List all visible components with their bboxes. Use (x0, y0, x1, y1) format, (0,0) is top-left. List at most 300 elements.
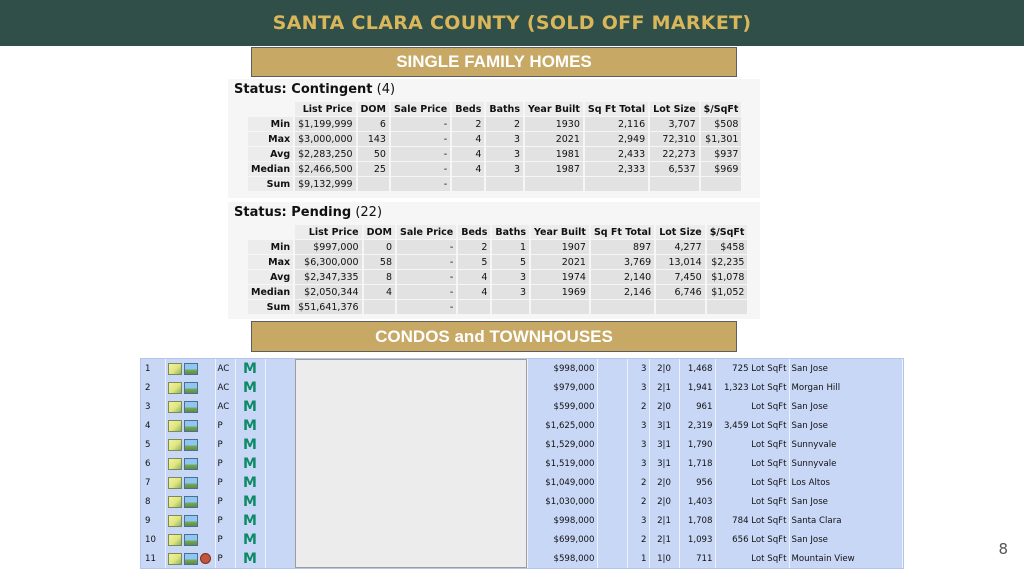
listing-city: San Jose (789, 492, 903, 511)
listing-icons (165, 416, 215, 435)
stats-cell-dom: 143 (358, 132, 389, 146)
contingent-stats-block (228, 79, 760, 198)
stats-cell-ppsf: $1,052 (707, 285, 748, 299)
stats-row (248, 162, 741, 176)
listing-beds: 2 (627, 397, 649, 416)
stats-cell-sqft: 2,433 (585, 147, 648, 161)
mls-link[interactable] (235, 511, 265, 530)
stats-row-label: Max (248, 132, 293, 146)
stats-cell-dom (358, 177, 389, 191)
stats-column-header: Sq Ft Total (591, 225, 654, 239)
listing-icons (165, 454, 215, 473)
stats-header-blank (248, 102, 293, 116)
listing-city: San Jose (789, 530, 903, 549)
stats-row-label: Sum (248, 177, 293, 191)
stats-cell-list-price: $9,132,999 (295, 177, 355, 191)
stats-cell-sqft: 2,116 (585, 117, 648, 131)
listing-icons (165, 435, 215, 454)
stats-row-label: Avg (248, 270, 293, 284)
listing-baths: 2|0 (649, 359, 679, 378)
stats-cell-beds: 4 (452, 132, 484, 146)
stats-cell-dom (364, 300, 395, 314)
listing-status: P (215, 435, 235, 454)
listing-baths: 3|1 (649, 435, 679, 454)
stats-cell-year (531, 300, 589, 314)
stats-cell-sqft (585, 177, 648, 191)
listing-lot-size: Lot SqFt (715, 492, 789, 511)
photo-icon[interactable] (184, 439, 198, 451)
stats-cell-beds (458, 300, 490, 314)
stats-cell-sale-price: - (391, 162, 450, 176)
listing-sqft: 1,093 (679, 530, 715, 549)
stats-cell-sqft (591, 300, 654, 314)
stats-cell-sqft: 897 (591, 240, 654, 254)
stats-cell-beds: 4 (452, 147, 484, 161)
mls-link-icon[interactable]: M (243, 436, 257, 453)
document-icon[interactable] (168, 439, 182, 451)
listing-sqft: 1,468 (679, 359, 715, 378)
stats-cell-year: 2021 (525, 132, 583, 146)
document-icon[interactable] (168, 553, 182, 565)
stats-cell-list-price: $997,000 (295, 240, 361, 254)
listing-icons (165, 397, 215, 416)
listing-number: 9 (141, 511, 165, 530)
stats-column-header: Year Built (525, 102, 583, 116)
stats-cell-dom: 6 (358, 117, 389, 131)
listing-city: Morgan Hill (789, 378, 903, 397)
listing-beds: 2 (627, 473, 649, 492)
stats-cell-list-price: $2,466,500 (295, 162, 355, 176)
stats-row-label: Min (248, 240, 293, 254)
stats-cell-dom: 50 (358, 147, 389, 161)
mls-link-icon[interactable]: M (243, 474, 257, 491)
stats-cell-beds: 4 (458, 285, 490, 299)
stats-cell-baths (486, 177, 523, 191)
stats-cell-baths: 5 (492, 255, 529, 269)
mls-link-icon[interactable]: M (243, 493, 257, 510)
listing-baths: 2|0 (649, 492, 679, 511)
stats-header-row (248, 225, 747, 239)
photo-icon[interactable] (184, 515, 198, 527)
mls-link-icon[interactable]: M (243, 398, 257, 415)
stats-cell-baths: 1 (492, 240, 529, 254)
stats-column-header: List Price (295, 225, 361, 239)
stats-cell-sqft: 2,333 (585, 162, 648, 176)
stats-cell-lot: 6,537 (650, 162, 699, 176)
stats-row (248, 240, 747, 254)
listing-beds: 1 (627, 549, 649, 568)
mls-link-icon[interactable]: M (243, 512, 257, 529)
stats-cell-sale-price: - (397, 285, 456, 299)
stats-cell-ppsf: $508 (701, 117, 742, 131)
listing-city: San Jose (789, 359, 903, 378)
listing-lot-size: 656 Lot SqFt (715, 530, 789, 549)
stats-cell-beds: 4 (458, 270, 490, 284)
listing-status: AC (215, 359, 235, 378)
stats-cell-lot (656, 300, 705, 314)
mls-link[interactable] (235, 492, 265, 511)
listing-number: 3 (141, 397, 165, 416)
mls-link[interactable] (235, 454, 265, 473)
stats-column-header: DOM (358, 102, 389, 116)
photo-icon[interactable] (184, 420, 198, 432)
mls-link[interactable] (235, 397, 265, 416)
stats-cell-dom: 4 (364, 285, 395, 299)
page-title: SANTA CLARA COUNTY (SOLD OFF MARKET) (0, 0, 1024, 46)
stats-column-header: Baths (486, 102, 523, 116)
stats-cell-sqft: 2,140 (591, 270, 654, 284)
stats-cell-list-price: $51,641,376 (295, 300, 361, 314)
document-icon[interactable] (168, 515, 182, 527)
listing-sqft: 1,403 (679, 492, 715, 511)
listing-icons (165, 378, 215, 397)
listing-city: San Jose (789, 416, 903, 435)
listing-lot-size: Lot SqFt (715, 454, 789, 473)
stats-cell-year: 1974 (531, 270, 589, 284)
listing-city: Mountain View (789, 549, 903, 568)
listing-spacer (597, 473, 627, 492)
stats-cell-year (525, 177, 583, 191)
stats-cell-sale-price: - (397, 270, 456, 284)
stats-cell-sqft: 3,769 (591, 255, 654, 269)
listing-spacer (597, 530, 627, 549)
mls-link[interactable] (235, 549, 265, 568)
listing-icons (165, 549, 215, 568)
listing-baths: 2|0 (649, 473, 679, 492)
listing-sqft: 1,941 (679, 378, 715, 397)
listing-status: AC (215, 397, 235, 416)
contingent-heading (228, 79, 760, 101)
listing-beds: 3 (627, 359, 649, 378)
single-family-banner: SINGLE FAMILY HOMES (251, 47, 737, 77)
stats-cell-year: 1987 (525, 162, 583, 176)
listing-baths: 3|1 (649, 416, 679, 435)
pending-label: Status: Pending (234, 205, 352, 220)
stats-cell-lot: 72,310 (650, 132, 699, 146)
mls-link-icon[interactable]: M (243, 455, 257, 472)
photo-icon[interactable] (184, 534, 198, 546)
photo-icon[interactable] (184, 363, 198, 375)
stats-cell-lot: 13,014 (656, 255, 705, 269)
stats-row (248, 117, 741, 131)
stats-column-header: $/SqFt (707, 225, 748, 239)
listing-spacer (597, 454, 627, 473)
listing-number: 1 (141, 359, 165, 378)
listing-price: $599,000 (527, 397, 597, 416)
listing-price: $1,519,000 (527, 454, 597, 473)
stats-cell-beds (452, 177, 484, 191)
listing-spacer (597, 359, 627, 378)
stats-cell-baths: 3 (492, 270, 529, 284)
stats-cell-year: 1969 (531, 285, 589, 299)
listing-spacer (597, 511, 627, 530)
listing-number: 8 (141, 492, 165, 511)
listing-spacer (597, 397, 627, 416)
listing-baths: 2|1 (649, 511, 679, 530)
listing-lot-size: 1,323 Lot SqFt (715, 378, 789, 397)
listing-photo-placeholder (295, 359, 527, 568)
stats-cell-baths: 3 (486, 132, 523, 146)
listing-city: San Jose (789, 397, 903, 416)
stats-cell-list-price: $1,199,999 (295, 117, 355, 131)
stats-cell-dom: 25 (358, 162, 389, 176)
listing-spacer (597, 492, 627, 511)
listing-spacer (597, 435, 627, 454)
listing-price: $998,000 (527, 511, 597, 530)
stats-cell-lot: 22,273 (650, 147, 699, 161)
mls-link[interactable] (235, 416, 265, 435)
listing-lot-size: 725 Lot SqFt (715, 359, 789, 378)
stats-header-blank (248, 225, 293, 239)
stats-cell-dom: 58 (364, 255, 395, 269)
listing-beds: 2 (627, 492, 649, 511)
mls-link-icon[interactable]: M (243, 379, 257, 396)
stats-cell-ppsf (707, 300, 748, 314)
stats-column-header: Baths (492, 225, 529, 239)
listing-baths: 3|1 (649, 454, 679, 473)
listing-price: $699,000 (527, 530, 597, 549)
listing-status: P (215, 530, 235, 549)
listing-status: P (215, 416, 235, 435)
stats-cell-year: 1981 (525, 147, 583, 161)
mls-link[interactable] (235, 378, 265, 397)
listing-spacer (597, 416, 627, 435)
listing-spacer (597, 378, 627, 397)
map-pin-icon[interactable] (200, 553, 211, 564)
contingent-stats-table (246, 101, 743, 192)
listing-sqft: 1,708 (679, 511, 715, 530)
stats-cell-sqft: 2,949 (585, 132, 648, 146)
stats-cell-baths: 2 (486, 117, 523, 131)
stats-column-header: Year Built (531, 225, 589, 239)
listing-beds: 2 (627, 530, 649, 549)
stats-cell-dom: 8 (364, 270, 395, 284)
document-icon[interactable] (168, 496, 182, 508)
stats-header-row (248, 102, 741, 116)
listing-lot-size: Lot SqFt (715, 473, 789, 492)
listing-icons (165, 511, 215, 530)
stats-column-header: List Price (295, 102, 355, 116)
listing-sqft: 956 (679, 473, 715, 492)
listing-city: Sunnyvale (789, 454, 903, 473)
listing-number: 6 (141, 454, 165, 473)
listing-price: $1,030,000 (527, 492, 597, 511)
stats-cell-list-price: $6,300,000 (295, 255, 361, 269)
listing-sqft: 1,790 (679, 435, 715, 454)
stats-row-label: Min (248, 117, 293, 131)
pending-stats-block (228, 202, 760, 319)
document-icon[interactable] (168, 382, 182, 394)
listing-price: $1,529,000 (527, 435, 597, 454)
listing-baths: 2|1 (649, 530, 679, 549)
listing-lot-size: 784 Lot SqFt (715, 511, 789, 530)
document-icon[interactable] (168, 458, 182, 470)
stats-cell-lot: 7,450 (656, 270, 705, 284)
document-icon[interactable] (168, 363, 182, 375)
listing-price: $1,049,000 (527, 473, 597, 492)
listing-number: 2 (141, 378, 165, 397)
document-icon[interactable] (168, 401, 182, 413)
stats-cell-beds: 5 (458, 255, 490, 269)
stats-row-label: Median (248, 162, 293, 176)
stats-cell-ppsf (701, 177, 742, 191)
stats-cell-sale-price: - (397, 300, 456, 314)
contingent-count: (4) (376, 82, 396, 97)
listing-city: Sunnyvale (789, 435, 903, 454)
stats-cell-ppsf: $2,235 (707, 255, 748, 269)
listing-price: $979,000 (527, 378, 597, 397)
mls-link-icon[interactable]: M (243, 417, 257, 434)
listing-status: P (215, 549, 235, 568)
listing-sqft: 961 (679, 397, 715, 416)
stats-cell-sale-price: - (397, 255, 456, 269)
stats-cell-ppsf: $458 (707, 240, 748, 254)
stats-column-header: Sale Price (397, 225, 456, 239)
stats-cell-lot: 4,277 (656, 240, 705, 254)
listing-status: P (215, 454, 235, 473)
mls-link[interactable] (235, 359, 265, 378)
listing-lot-size: Lot SqFt (715, 549, 789, 568)
stats-cell-list-price: $2,283,250 (295, 147, 355, 161)
listing-status: P (215, 473, 235, 492)
stats-row (248, 300, 747, 314)
listing-city: Los Altos (789, 473, 903, 492)
listing-beds: 3 (627, 454, 649, 473)
stats-cell-lot: 6,746 (656, 285, 705, 299)
listing-icons (165, 530, 215, 549)
listing-number: 4 (141, 416, 165, 435)
stats-row (248, 255, 747, 269)
stats-row (248, 132, 741, 146)
mls-link[interactable] (235, 435, 265, 454)
mls-link-icon[interactable]: M (243, 360, 257, 377)
stats-row-label: Sum (248, 300, 293, 314)
stats-cell-list-price: $2,347,335 (295, 270, 361, 284)
stats-row (248, 177, 741, 191)
listing-number: 5 (141, 435, 165, 454)
mls-link-icon[interactable]: M (243, 531, 257, 548)
stats-cell-ppsf: $969 (701, 162, 742, 176)
stats-row-label: Avg (248, 147, 293, 161)
stats-column-header: Lot Size (650, 102, 699, 116)
stats-cell-year: 2021 (531, 255, 589, 269)
stats-cell-list-price: $3,000,000 (295, 132, 355, 146)
listing-icons (165, 473, 215, 492)
stats-cell-baths: 3 (486, 162, 523, 176)
listing-baths: 2|1 (649, 378, 679, 397)
stats-cell-baths: 3 (492, 285, 529, 299)
stats-cell-beds: 2 (458, 240, 490, 254)
stats-cell-baths (492, 300, 529, 314)
listing-lot-size: Lot SqFt (715, 435, 789, 454)
stats-cell-sale-price: - (391, 177, 450, 191)
stats-cell-list-price: $2,050,344 (295, 285, 361, 299)
photo-icon[interactable] (184, 553, 198, 565)
listing-beds: 3 (627, 511, 649, 530)
stats-column-header: Sale Price (391, 102, 450, 116)
document-icon[interactable] (168, 477, 182, 489)
condos-townhouses-banner: CONDOS and TOWNHOUSES (251, 321, 737, 352)
stats-column-header: DOM (364, 225, 395, 239)
stats-column-header: Beds (458, 225, 490, 239)
photo-icon[interactable] (184, 496, 198, 508)
listing-sqft: 2,319 (679, 416, 715, 435)
stats-column-header: Lot Size (656, 225, 705, 239)
mls-link[interactable] (235, 473, 265, 492)
listing-lot-size: 3,459 Lot SqFt (715, 416, 789, 435)
stats-cell-baths: 3 (486, 147, 523, 161)
page-number: 8 (998, 540, 1008, 558)
photo-icon[interactable] (184, 382, 198, 394)
stats-cell-ppsf: $937 (701, 147, 742, 161)
pending-heading (228, 202, 760, 224)
listing-sqft: 1,718 (679, 454, 715, 473)
listing-city: Santa Clara (789, 511, 903, 530)
listing-status: P (215, 511, 235, 530)
stats-cell-beds: 4 (452, 162, 484, 176)
listing-number: 7 (141, 473, 165, 492)
stats-column-header: $/SqFt (701, 102, 742, 116)
listing-price: $598,000 (527, 549, 597, 568)
listing-status: P (215, 492, 235, 511)
stats-row (248, 147, 741, 161)
listing-number: 10 (141, 530, 165, 549)
stats-cell-sale-price: - (391, 117, 450, 131)
photo-icon[interactable] (184, 401, 198, 413)
listing-beds: 3 (627, 416, 649, 435)
document-icon[interactable] (168, 420, 182, 432)
stats-cell-sqft: 2,146 (591, 285, 654, 299)
listing-beds: 3 (627, 435, 649, 454)
photo-icon[interactable] (184, 477, 198, 489)
stats-row-label: Max (248, 255, 293, 269)
listing-price: $998,000 (527, 359, 597, 378)
stats-row-label: Median (248, 285, 293, 299)
listing-spacer (597, 549, 627, 568)
photo-icon[interactable] (184, 458, 198, 470)
stats-cell-sale-price: - (397, 240, 456, 254)
stats-cell-year: 1907 (531, 240, 589, 254)
listing-price: $1,625,000 (527, 416, 597, 435)
stats-row (248, 285, 747, 299)
stats-cell-ppsf: $1,078 (707, 270, 748, 284)
listing-beds: 3 (627, 378, 649, 397)
mls-link-icon[interactable]: M (243, 550, 257, 567)
stats-column-header: Sq Ft Total (585, 102, 648, 116)
stats-cell-lot (650, 177, 699, 191)
listing-status: AC (215, 378, 235, 397)
pending-count: (22) (355, 205, 383, 220)
contingent-label: Status: Contingent (234, 82, 373, 97)
listing-baths: 1|0 (649, 549, 679, 568)
stats-cell-sale-price: - (391, 147, 450, 161)
listing-sqft: 711 (679, 549, 715, 568)
listing-lot-size: Lot SqFt (715, 397, 789, 416)
stats-cell-lot: 3,707 (650, 117, 699, 131)
stats-cell-dom: 0 (364, 240, 395, 254)
stats-row (248, 270, 747, 284)
listing-baths: 2|0 (649, 397, 679, 416)
stats-cell-ppsf: $1,301 (701, 132, 742, 146)
document-icon[interactable] (168, 534, 182, 546)
mls-link[interactable] (235, 530, 265, 549)
stats-cell-year: 1930 (525, 117, 583, 131)
stats-cell-beds: 2 (452, 117, 484, 131)
stats-cell-sale-price: - (391, 132, 450, 146)
listing-number: 11 (141, 549, 165, 568)
listing-icons (165, 359, 215, 378)
listing-icons (165, 492, 215, 511)
